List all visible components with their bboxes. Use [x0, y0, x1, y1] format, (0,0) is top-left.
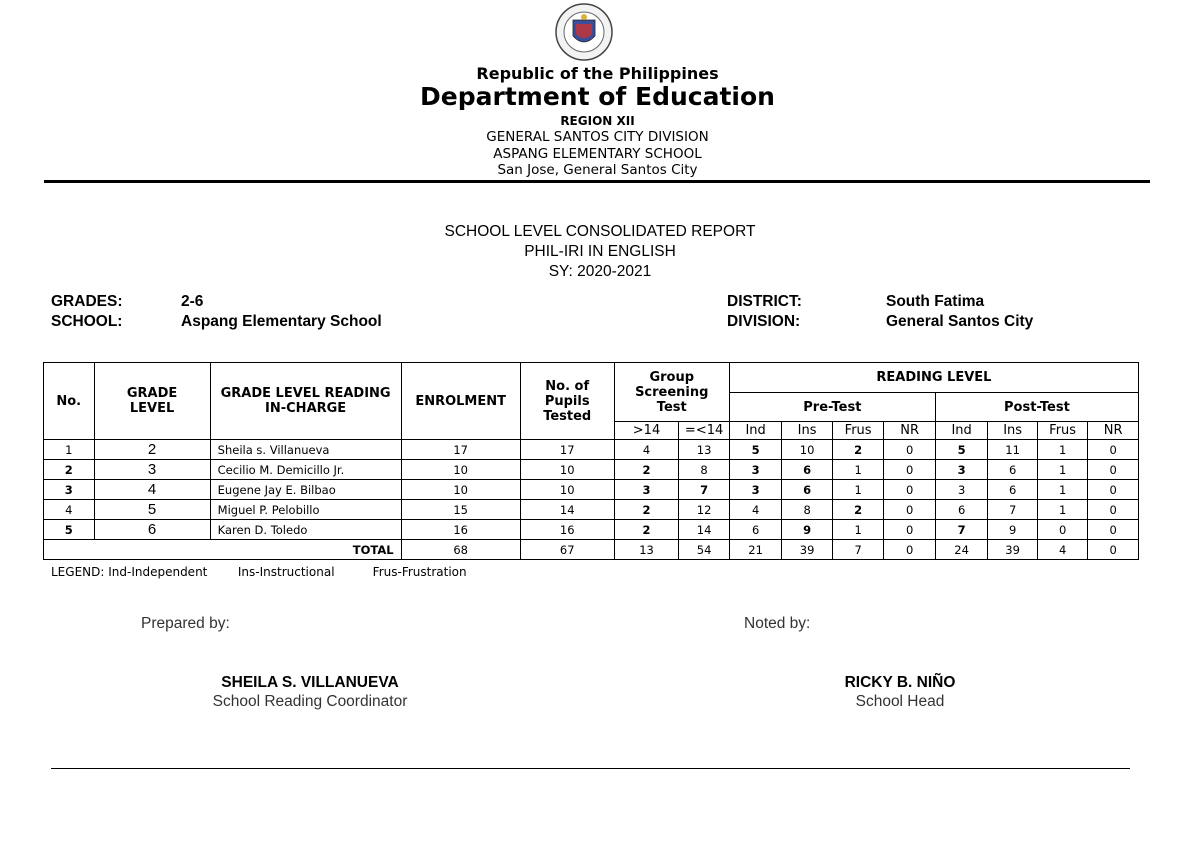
district-label: DISTRICT:	[727, 293, 802, 310]
grades-label: GRADES:	[51, 293, 123, 310]
cell-enrolment: 17	[401, 440, 520, 460]
cell-gst-le14: 14	[679, 520, 730, 540]
school-year: SY: 2020-2021	[548, 263, 652, 280]
cell-pre-ins: 6	[782, 460, 833, 480]
cell-gst-gt14: 2	[614, 460, 679, 480]
cell-no: 5	[44, 520, 95, 540]
cell-pre-ind: 6	[729, 520, 782, 540]
division-value: General Santos City	[886, 313, 1034, 330]
col-header-post-frus: Frus	[1037, 422, 1088, 440]
cell-post-ins: 9	[988, 520, 1037, 540]
table-row	[44, 480, 1139, 500]
reading-report-table	[43, 362, 1139, 560]
cell-enrolment: 10	[401, 480, 520, 500]
col-header-pre-test: Pre-Test	[729, 393, 935, 422]
cell-post-frus: 0	[1037, 520, 1088, 540]
cell-grade: 4	[94, 480, 210, 500]
col-header-post-ins: Ins	[988, 422, 1037, 440]
cell-pre-frus: 1	[832, 460, 884, 480]
department-heading: Department of Education	[420, 82, 775, 111]
col-header-gst: Group Screening Test	[614, 363, 729, 422]
total-gst-gt14: 13	[614, 540, 679, 560]
col-header-pre-frus: Frus	[832, 422, 884, 440]
cell-pre-frus: 1	[832, 520, 884, 540]
cell-gst-gt14: 2	[614, 500, 679, 520]
grades-value: 2-6	[181, 293, 204, 310]
cell-post-frus: 1	[1037, 440, 1088, 460]
cell-post-nr: 0	[1088, 480, 1139, 500]
division-heading: GENERAL SANTOS CITY DIVISION	[486, 129, 709, 145]
prepared-by-role: School Reading Coordinator	[212, 693, 408, 710]
cell-no: 3	[44, 480, 95, 500]
cell-incharge: Sheila s. Villanueva	[210, 440, 401, 460]
col-header-pre-ind: Ind	[729, 422, 782, 440]
col-header-gst-le14: =<14	[679, 422, 730, 440]
cell-pre-ins: 8	[782, 500, 833, 520]
school-value: Aspang Elementary School	[181, 313, 382, 330]
total-pre-frus: 7	[832, 540, 884, 560]
cell-tested: 14	[520, 500, 614, 520]
cell-post-nr: 0	[1088, 460, 1139, 480]
address-heading: San Jose, General Santos City	[497, 162, 698, 178]
cell-grade: 2	[94, 440, 210, 460]
republic-heading: Republic of the Philippines	[476, 64, 719, 83]
school-label: SCHOOL:	[51, 313, 123, 330]
cell-post-ind: 3	[935, 480, 988, 500]
cell-incharge: Eugene Jay E. Bilbao	[210, 480, 401, 500]
cell-gst-le14: 7	[679, 480, 730, 500]
cell-post-nr: 0	[1088, 520, 1139, 540]
cell-gst-gt14: 4	[614, 440, 679, 460]
col-header-grade-level: GRADE LEVEL	[94, 363, 210, 440]
cell-post-ind: 5	[935, 440, 988, 460]
col-header-post-nr: NR	[1088, 422, 1139, 440]
deped-seal	[549, 2, 619, 62]
cell-pre-nr: 0	[884, 480, 936, 500]
total-pre-ins: 39	[782, 540, 833, 560]
cell-post-ins: 6	[988, 460, 1037, 480]
school-heading: ASPANG ELEMENTARY SCHOOL	[493, 146, 702, 162]
table-row	[44, 460, 1139, 480]
cell-pre-nr: 0	[884, 460, 936, 480]
table-row	[44, 440, 1139, 460]
cell-pre-ind: 5	[729, 440, 782, 460]
cell-tested: 10	[520, 460, 614, 480]
col-header-tested: No. of Pupils Tested	[520, 363, 614, 440]
noted-by-role: School Head	[855, 693, 945, 710]
col-header-reading-level: READING LEVEL	[729, 363, 1138, 393]
region-heading: REGION XII	[560, 114, 635, 128]
noted-by-label: Noted by:	[744, 615, 811, 632]
cell-incharge: Cecilio M. Demicillo Jr.	[210, 460, 401, 480]
cell-enrolment: 16	[401, 520, 520, 540]
table-row	[44, 520, 1139, 540]
cell-pre-nr: 0	[884, 520, 936, 540]
table-row	[44, 500, 1139, 520]
cell-post-frus: 1	[1037, 480, 1088, 500]
total-post-nr: 0	[1088, 540, 1139, 560]
total-tested: 67	[520, 540, 614, 560]
prepared-by-label: Prepared by:	[141, 615, 230, 632]
total-pre-ind: 21	[729, 540, 782, 560]
cell-gst-le14: 13	[679, 440, 730, 460]
col-header-post-test: Post-Test	[935, 393, 1138, 422]
signature-line	[51, 768, 1130, 769]
cell-incharge: Miguel P. Pelobillo	[210, 500, 401, 520]
cell-gst-le14: 12	[679, 500, 730, 520]
col-header-incharge: GRADE LEVEL READING IN-CHARGE	[210, 363, 401, 440]
col-header-pre-nr: NR	[884, 422, 936, 440]
cell-tested: 17	[520, 440, 614, 460]
total-pre-nr: 0	[884, 540, 936, 560]
cell-grade: 5	[94, 500, 210, 520]
cell-post-ind: 7	[935, 520, 988, 540]
cell-post-ind: 6	[935, 500, 988, 520]
cell-pre-ins: 10	[782, 440, 833, 460]
cell-gst-le14: 8	[679, 460, 730, 480]
cell-pre-ind: 3	[729, 480, 782, 500]
cell-post-ins: 11	[988, 440, 1037, 460]
cell-pre-ind: 4	[729, 500, 782, 520]
cell-pre-ins: 6	[782, 480, 833, 500]
cell-no: 2	[44, 460, 95, 480]
total-post-ind: 24	[935, 540, 988, 560]
cell-pre-nr: 0	[884, 440, 936, 460]
cell-enrolment: 15	[401, 500, 520, 520]
district-value: South Fatima	[886, 293, 985, 310]
prepared-by-name: SHEILA S. VILLANUEVA	[221, 674, 399, 691]
col-header-no: No.	[44, 363, 95, 440]
cell-grade: 6	[94, 520, 210, 540]
total-enrolment: 68	[401, 540, 520, 560]
cell-post-frus: 1	[1037, 460, 1088, 480]
col-header-post-ind: Ind	[935, 422, 988, 440]
col-header-pre-ins: Ins	[782, 422, 833, 440]
legend: LEGEND: Ind-Independent Ins-Instructional Frus-Frustration	[51, 565, 467, 579]
total-label: TOTAL	[44, 540, 402, 560]
total-gst-le14: 54	[679, 540, 730, 560]
cell-post-ins: 7	[988, 500, 1037, 520]
noted-by-name: RICKY B. NIÑO	[844, 674, 956, 691]
cell-pre-frus: 2	[832, 500, 884, 520]
cell-pre-frus: 1	[832, 480, 884, 500]
total-row	[44, 540, 1139, 560]
report-title: SCHOOL LEVEL CONSOLIDATED REPORT	[444, 223, 756, 240]
cell-gst-gt14: 2	[614, 520, 679, 540]
cell-tested: 10	[520, 480, 614, 500]
cell-post-ind: 3	[935, 460, 988, 480]
cell-tested: 16	[520, 520, 614, 540]
cell-post-nr: 0	[1088, 500, 1139, 520]
cell-no: 1	[44, 440, 95, 460]
report-subtitle: PHIL-IRI IN ENGLISH	[524, 243, 676, 260]
cell-enrolment: 10	[401, 460, 520, 480]
cell-post-nr: 0	[1088, 440, 1139, 460]
cell-post-ins: 6	[988, 480, 1037, 500]
header-divider	[44, 180, 1150, 183]
cell-gst-gt14: 3	[614, 480, 679, 500]
cell-post-frus: 1	[1037, 500, 1088, 520]
cell-pre-nr: 0	[884, 500, 936, 520]
total-post-frus: 4	[1037, 540, 1088, 560]
col-header-gst-gt14: >14	[614, 422, 679, 440]
cell-grade: 3	[94, 460, 210, 480]
cell-pre-frus: 2	[832, 440, 884, 460]
cell-no: 4	[44, 500, 95, 520]
cell-pre-ind: 3	[729, 460, 782, 480]
cell-pre-ins: 9	[782, 520, 833, 540]
cell-incharge: Karen D. Toledo	[210, 520, 401, 540]
col-header-enrolment: ENROLMENT	[401, 363, 520, 440]
total-post-ins: 39	[988, 540, 1037, 560]
division-label: DIVISION:	[727, 313, 801, 330]
